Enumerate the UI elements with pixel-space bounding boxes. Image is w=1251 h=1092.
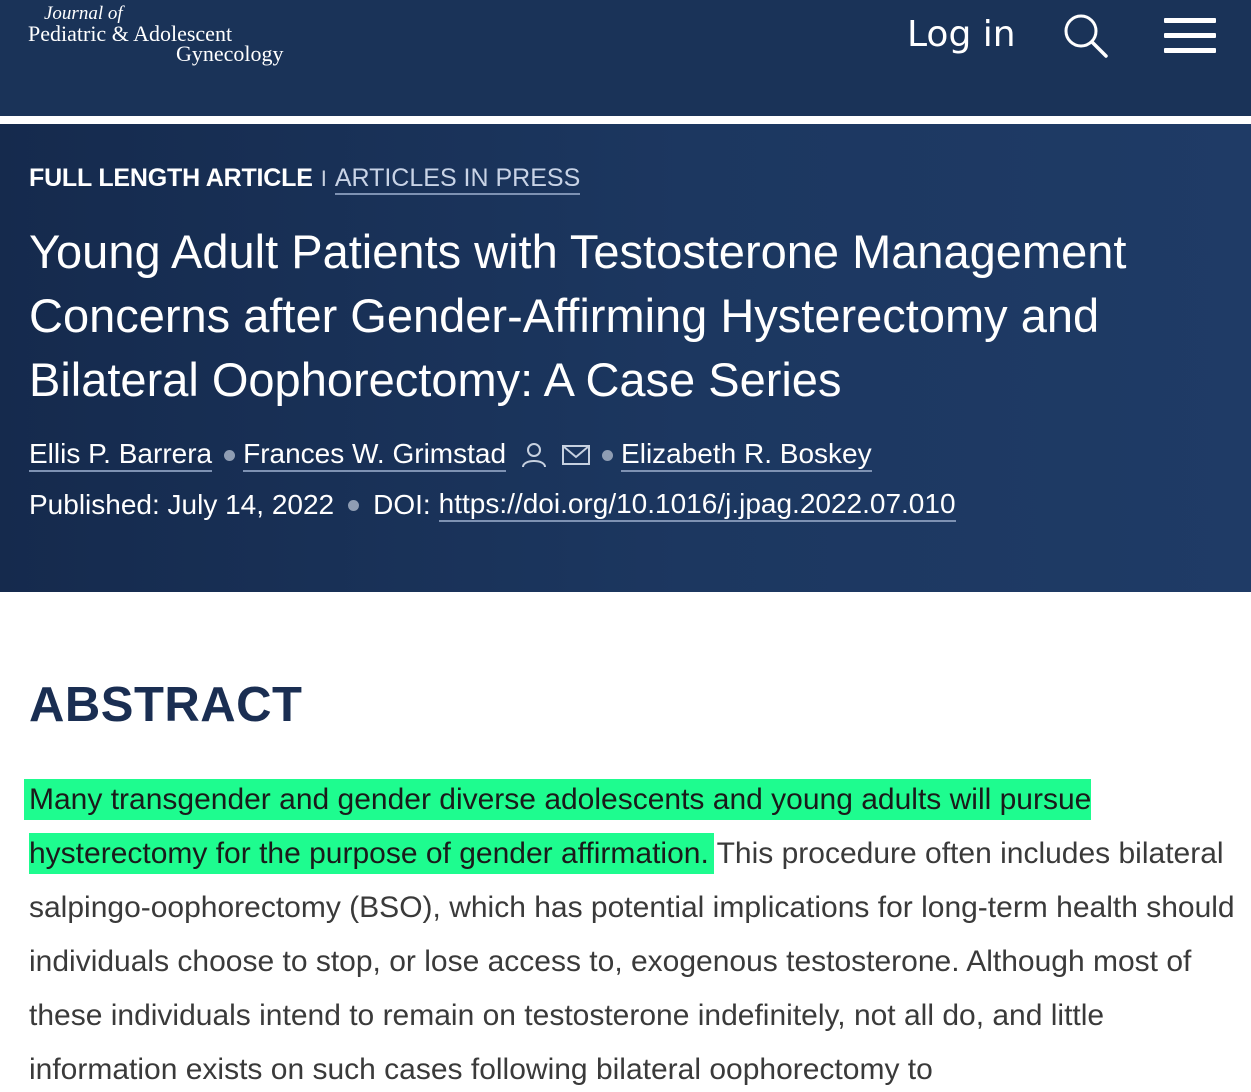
author-list: [29, 438, 872, 472]
author-link[interactable]: Frances W. Grimstad: [243, 438, 506, 472]
author-separator-dot: [602, 450, 613, 461]
abstract-continuation: This procedure often includes bilateral salpingo-oophorectomy (BSO), which has potential implications for long-term health should individuals choose to stop, or lose access to, exogenous testosterone. Although most of these individuals intend to remain on testosterone indefinitely, not all do, and little information exists on such cases following bilateral oophorectomy to: [29, 837, 1235, 1086]
articles-in-press-link[interactable]: ARTICLES IN PRESS: [335, 164, 580, 195]
article-type-separator: I: [320, 166, 327, 191]
menu-bar: [1164, 48, 1216, 53]
search-icon[interactable]: [1062, 12, 1108, 58]
article-header: [0, 124, 1251, 592]
hamburger-menu-icon[interactable]: [1164, 16, 1218, 56]
abstract-body: [29, 773, 1244, 1092]
author-link[interactable]: Ellis P. Barrera: [29, 438, 212, 472]
article-type-label: FULL LENGTH ARTICLE: [29, 164, 313, 192]
published-date: Published: July 14, 2022: [29, 489, 335, 520]
logo-line-1: Journal of: [44, 3, 123, 24]
publication-info-row: [29, 488, 956, 522]
header-divider: [0, 116, 1251, 124]
envelope-icon[interactable]: [562, 441, 590, 469]
menu-bar: [1164, 33, 1216, 38]
article-title: Young Adult Patients with Testosterone Management Concerns after Gender-Affirming Hysterectomy and Bilateral Oophorectomy: A Case Series: [29, 225, 1127, 406]
doi-label: DOI:: [373, 489, 431, 520]
login-button[interactable]: Log in: [907, 14, 1016, 55]
top-navigation-bar: [0, 0, 1251, 116]
logo-line-2: Pediatric & Adolescent: [28, 21, 233, 46]
author-separator-dot: [224, 450, 235, 461]
menu-bar: [1164, 18, 1216, 23]
doi-link[interactable]: https://doi.org/10.1016/j.jpag.2022.07.010: [439, 488, 956, 522]
logo-line-3: Gynecology: [176, 41, 284, 66]
journal-logo[interactable]: [28, 4, 284, 64]
abstract-heading: ABSTRACT: [29, 678, 303, 732]
highlighted-text: Many transgender and gender diverse adolescents and young adults will pursue hysterectomy for the purpose of gender affirmation.: [29, 779, 1091, 874]
article-type-row: [29, 164, 580, 193]
info-separator-dot: [348, 500, 359, 511]
author-link[interactable]: Elizabeth R. Boskey: [621, 438, 872, 472]
person-icon[interactable]: [520, 441, 548, 469]
